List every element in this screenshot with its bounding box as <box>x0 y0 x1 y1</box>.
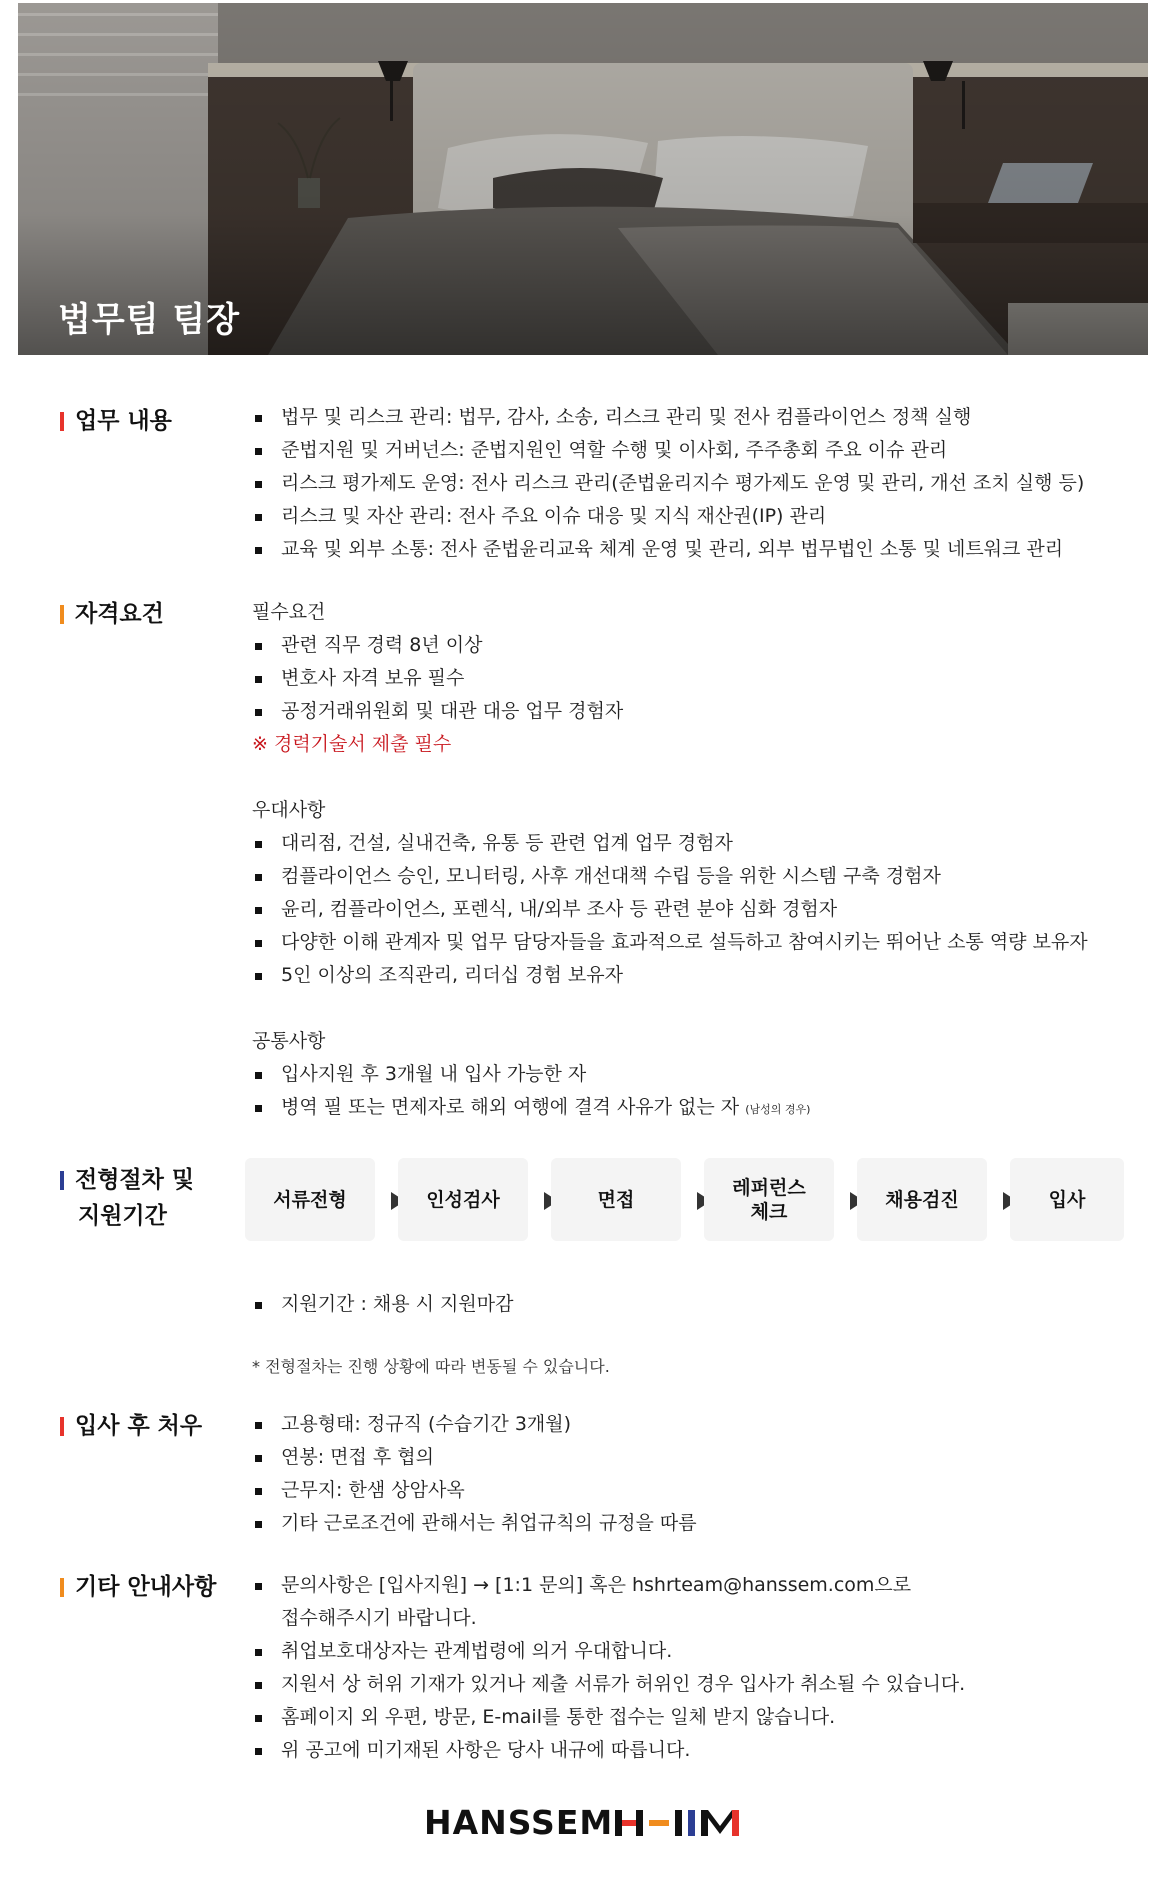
orange-bar-marker <box>60 605 64 624</box>
step-join: 입사 <box>1010 1158 1124 1241</box>
etc-list <box>252 1569 1132 1767</box>
list-item: 리스크 평가제도 운영: 전사 리스크 관리(준법윤리지수 평가제도 운영 및 관리, 개선 조치 실행 등) <box>252 467 1132 500</box>
duties-content <box>252 401 1132 566</box>
list-item: 법무 및 리스크 관리: 법무, 감사, 소송, 리스크 관리 및 전사 컴플라이언스 정책 실행 <box>252 401 1132 434</box>
step-personality-test: 인성검사 <box>398 1158 528 1241</box>
list-item: 컴플라이언스 승인, 모니터링, 사후 개선대책 수립 등을 위한 시스템 구축 경험자 <box>252 860 1132 893</box>
step-document-screening: 서류전형 <box>245 1158 375 1241</box>
preferred-list <box>252 827 1132 992</box>
list-item: 지원기간 : 채용 시 지원마감 <box>252 1288 1132 1321</box>
list-item: 다양한 이해 관계자 및 업무 담당자들을 효과적으로 설득하고 참여시키는 뛰어난 소통 역량 보유자 <box>252 926 1132 959</box>
page-title: 법무팀 팀장 <box>58 300 241 340</box>
red-bar-marker <box>60 412 64 431</box>
process-period <box>252 1288 1132 1321</box>
red-bar-marker <box>60 1417 64 1436</box>
list-item: 5인 이상의 조직관리, 리더십 경험 보유자 <box>252 959 1132 992</box>
list-item: 고용형태: 정규직 (수습기간 3개월) <box>252 1408 1132 1441</box>
etc-content <box>252 1569 1132 1767</box>
list-item: 기타 근로조건에 관해서는 취업규칙의 규정을 따름 <box>252 1507 1132 1540</box>
gender-note: (남성의 경우) <box>745 1103 811 1116</box>
duties-list <box>252 401 1132 566</box>
section-label-process: 전형절차 및 지원기간 <box>60 1162 194 1234</box>
orange-bar-marker <box>60 1578 64 1597</box>
list-item: 근무지: 한샘 상암사옥 <box>252 1474 1132 1507</box>
list-item: 교육 및 외부 소통: 전사 준법윤리교육 체계 운영 및 관리, 외부 법무법인 소통 및 네트워크 관리 <box>252 533 1132 566</box>
required-notice: ※ 경력기술서 제출 필수 <box>252 733 452 755</box>
list-item: 연봉: 면접 후 협의 <box>252 1441 1132 1474</box>
list-item: 변호사 자격 보유 필수 <box>252 662 1132 695</box>
blue-bar-marker <box>60 1171 64 1190</box>
qualifications-content <box>252 596 1132 1126</box>
step-interview: 면접 <box>551 1158 681 1241</box>
preferred-title: 우대사항 <box>252 799 326 821</box>
section-label-benefits: 입사 후 처우 <box>60 1408 202 1444</box>
list-item: 입사지원 후 3개월 내 입사 가능한 자 <box>252 1058 1132 1091</box>
list-item: 준법지원 및 거버넌스: 준법지원인 역할 수행 및 이사회, 주주총회 주요 이슈 관리 <box>252 434 1132 467</box>
logo-wordmark: HANSSEM <box>424 1803 614 1842</box>
section-label-duties: 업무 내용 <box>60 403 172 439</box>
logo-symbol-icon <box>615 1808 743 1838</box>
header-banner <box>18 3 1148 355</box>
list-item: 지원서 상 허위 기재가 있거나 제출 서류가 허위인 경우 입사가 취소될 수 있습니다. <box>252 1668 1132 1701</box>
hanssem-logo <box>424 1803 743 1842</box>
common-list <box>252 1058 1132 1126</box>
process-steps <box>245 1158 1140 1241</box>
list-item: 문의사항은 [입사지원] → [1:1 문의] 혹은 hshrteam@hanssem.com으로 접수해주시기 바랍니다. <box>252 1569 1132 1635</box>
list-item: 윤리, 컴플라이언스, 포렌식, 내/외부 조사 등 관련 분야 심화 경험자 <box>252 893 1132 926</box>
section-label-qualifications: 자격요건 <box>60 596 164 632</box>
list-item: 병역 필 또는 면제자로 해외 여행에 결격 사유가 없는 자 (남성의 경우) <box>252 1091 1132 1126</box>
required-title: 필수요건 <box>252 601 326 623</box>
list-item: 홈페이지 외 우편, 방문, E-mail를 통한 접수는 일체 받지 않습니다. <box>252 1701 1132 1734</box>
list-item: 관련 직무 경력 8년 이상 <box>252 629 1132 662</box>
list-item: 위 공고에 미기재된 사항은 당사 내규에 따릅니다. <box>252 1734 1132 1767</box>
required-list <box>252 629 1132 728</box>
section-label-etc: 기타 안내사항 <box>60 1569 216 1605</box>
common-title: 공통사항 <box>252 1030 326 1052</box>
list-item: 공정거래위원회 및 대관 대응 업무 경험자 <box>252 695 1132 728</box>
step-reference-check: 레퍼런스 체크 <box>704 1158 834 1241</box>
list-item: 대리점, 건설, 실내건축, 유통 등 관련 업계 업무 경험자 <box>252 827 1132 860</box>
list-item: 리스크 및 자산 관리: 전사 주요 이슈 대응 및 지식 재산권(IP) 관리 <box>252 500 1132 533</box>
process-note: * 전형절차는 진행 상황에 따라 변동될 수 있습니다. <box>252 1357 610 1376</box>
step-health-check: 채용검진 <box>857 1158 987 1241</box>
benefits-list <box>252 1408 1132 1540</box>
list-item: 취업보호대상자는 관계법령에 의거 우대합니다. <box>252 1635 1132 1668</box>
benefits-content <box>252 1408 1132 1540</box>
